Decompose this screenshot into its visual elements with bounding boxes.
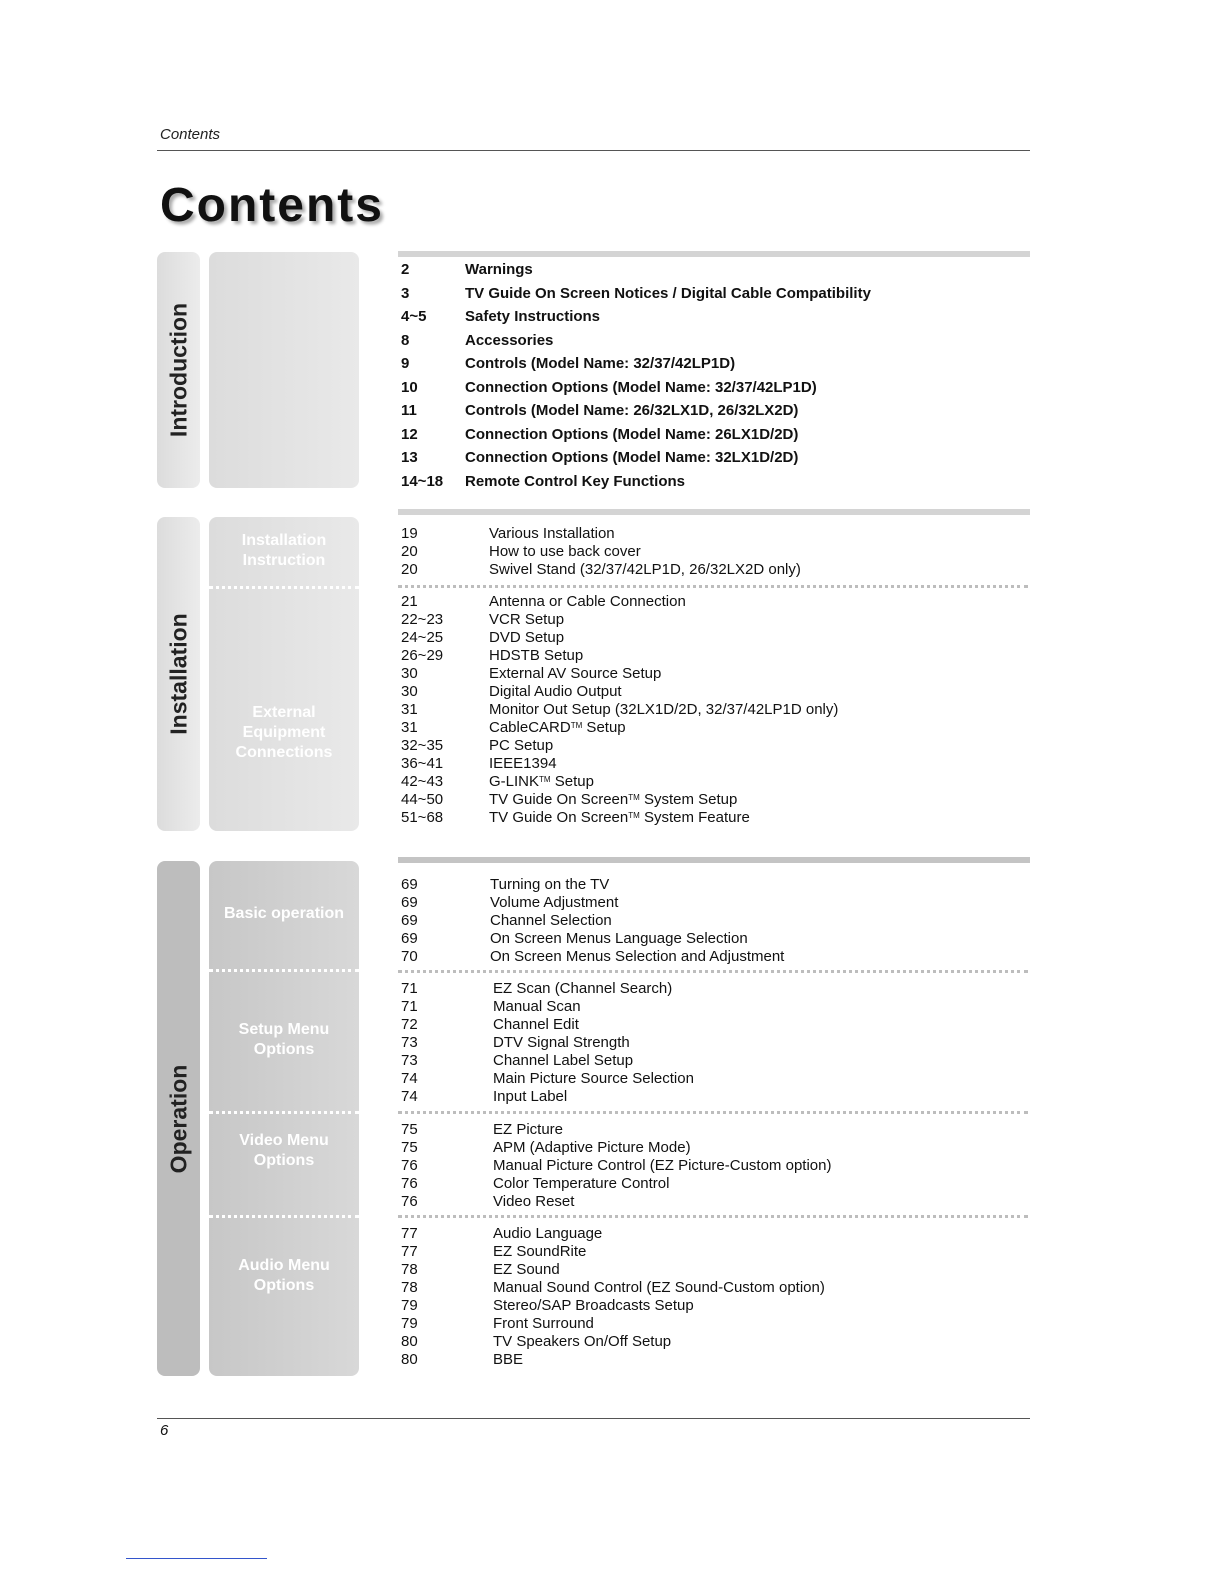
group-label-line: External bbox=[252, 704, 316, 721]
toc-entry-title bbox=[493, 1193, 574, 1211]
toc-entry-title bbox=[489, 561, 801, 579]
toc-title-text: TV Speakers On/Off Setup bbox=[493, 1333, 672, 1350]
page-title: Contents bbox=[160, 179, 384, 232]
toc-entry-title bbox=[493, 1175, 669, 1193]
group-divider bbox=[398, 1215, 1028, 1218]
toc-title-text: Color Temperature Control bbox=[493, 1175, 670, 1192]
toc-title-text: System Feature bbox=[639, 809, 750, 826]
toc-entry-title bbox=[489, 593, 686, 611]
toc-entry-title bbox=[493, 1315, 594, 1333]
toc-entry-title bbox=[465, 449, 798, 467]
toc-entry-title bbox=[493, 980, 672, 998]
toc-entry-title bbox=[465, 308, 600, 326]
toc-entry-title bbox=[465, 473, 685, 491]
toc-page-number: 69 bbox=[401, 912, 418, 929]
toc-page-number: 31 bbox=[401, 701, 418, 718]
group-label-line: Audio Menu bbox=[238, 1257, 330, 1274]
toc-entry-title bbox=[493, 1034, 630, 1052]
toc-page-number: 20 bbox=[401, 561, 418, 578]
toc-entry-title bbox=[490, 876, 609, 894]
toc-entry-title bbox=[493, 1121, 563, 1139]
toc-page-number: 74 bbox=[401, 1088, 418, 1105]
toc-page-number: 32~35 bbox=[401, 737, 444, 754]
toc-page-number: 71 bbox=[401, 998, 418, 1015]
toc-page-number: 71 bbox=[401, 980, 418, 997]
group-divider bbox=[209, 1111, 359, 1114]
toc-title-text: CableCARD bbox=[489, 719, 571, 736]
toc-page-number: 80 bbox=[401, 1351, 418, 1368]
group-label-video-menu bbox=[209, 1131, 359, 1171]
toc-entry-title bbox=[493, 1088, 567, 1106]
group-label-line: Video Menu bbox=[239, 1132, 329, 1149]
toc-title-text: G-LINK bbox=[489, 773, 540, 790]
toc-page-number: 78 bbox=[401, 1279, 418, 1296]
toc-title-text: Volume Adjustment bbox=[490, 894, 619, 911]
toc-page-number: 24~25 bbox=[401, 629, 444, 646]
toc-entry-title bbox=[493, 1243, 586, 1261]
toc-title-text: HDSTB Setup bbox=[489, 647, 584, 664]
toc-page-number: 30 bbox=[401, 665, 418, 682]
toc-entry-title bbox=[489, 719, 626, 737]
panel-operation bbox=[209, 861, 359, 1376]
tab-operation-label: Operation bbox=[165, 1064, 191, 1173]
toc-entry-title bbox=[489, 737, 553, 755]
toc-entry-title bbox=[490, 930, 748, 948]
toc-title-text: TV Guide On Screen bbox=[489, 809, 629, 826]
toc-entry-title bbox=[493, 1139, 691, 1157]
toc-title-text: Channel Edit bbox=[493, 1016, 579, 1033]
toc-page-number: 13 bbox=[401, 449, 418, 466]
toc-title-text: Digital Audio Output bbox=[489, 683, 622, 700]
group-label-line: Options bbox=[253, 1152, 315, 1169]
toc-page-number: 3 bbox=[401, 284, 410, 302]
toc-page-number: 77 bbox=[401, 1225, 418, 1242]
toc-page-number: 14~18 bbox=[401, 472, 444, 490]
toc-page-number: 74 bbox=[401, 1070, 418, 1087]
toc-title-text: Channel Selection bbox=[490, 912, 612, 929]
toc-entry-title bbox=[465, 402, 798, 420]
panel-installation bbox=[209, 517, 359, 831]
toc-entry-title bbox=[489, 683, 622, 701]
toc-title-text: APM (Adaptive Picture Mode) bbox=[493, 1139, 691, 1156]
tab-installation-label: Installation bbox=[165, 613, 191, 735]
toc-title-text: BBE bbox=[493, 1351, 524, 1368]
group-label-setup-menu bbox=[209, 1020, 359, 1060]
toc-entry-title bbox=[493, 1297, 694, 1315]
toc-title-text: Audio Language bbox=[493, 1225, 603, 1242]
toc-page-number: 75 bbox=[401, 1139, 418, 1156]
toc-title-text: Manual Scan bbox=[493, 998, 581, 1015]
toc-page-number: 51~68 bbox=[401, 809, 444, 826]
toc-entry-title bbox=[489, 701, 838, 719]
toc-entry-title bbox=[493, 1052, 633, 1070]
toc-title-text: On Screen Menus Language Selection bbox=[490, 930, 748, 947]
section-bar-introduction bbox=[398, 251, 1030, 257]
tab-introduction bbox=[157, 252, 200, 488]
toc-title-text: Monitor Out Setup (32LX1D/2D, 32/37/42LP1D only) bbox=[489, 701, 839, 718]
toc-entry-title bbox=[489, 543, 641, 561]
toc-title-text: Manual Sound Control (EZ Sound-Custom option) bbox=[493, 1279, 825, 1296]
toc-title-text: DVD Setup bbox=[489, 629, 565, 646]
toc-page-number: 8 bbox=[401, 331, 410, 349]
header-rule bbox=[157, 150, 1030, 151]
toc-page-number: 9 bbox=[401, 355, 410, 372]
toc-page-number: 69 bbox=[401, 894, 418, 911]
toc-page-number: 73 bbox=[401, 1052, 418, 1069]
group-label-line: Options bbox=[253, 1277, 315, 1294]
toc-entry-title bbox=[493, 1279, 825, 1297]
trademark-mark: TM bbox=[628, 811, 640, 820]
page-number: 6 bbox=[160, 1422, 169, 1439]
toc-page-number: 73 bbox=[401, 1034, 418, 1051]
toc-page-number: 72 bbox=[401, 1016, 418, 1033]
toc-page-number: 75 bbox=[401, 1121, 418, 1138]
toc-page-number: 42~43 bbox=[401, 773, 444, 790]
group-label-line: Connections bbox=[235, 744, 333, 761]
group-divider bbox=[209, 1215, 359, 1218]
toc-page-number: 26~29 bbox=[401, 647, 444, 664]
toc-title-text: Front Surround bbox=[493, 1315, 594, 1332]
toc-entry-title bbox=[493, 1157, 831, 1175]
tab-introduction-label: Introduction bbox=[165, 302, 191, 438]
toc-title-text: Connection Options (Model Name: 32/37/42LP1D) bbox=[465, 378, 817, 396]
toc-title-text: Channel Label Setup bbox=[493, 1052, 634, 1069]
toc-title-text: System Setup bbox=[639, 791, 738, 808]
toc-entry-title bbox=[493, 1225, 602, 1243]
toc-title-text: Controls (Model Name: 26/32LX1D, 26/32LX2D) bbox=[465, 402, 799, 419]
toc-title-text: IEEE1394 bbox=[489, 755, 557, 772]
toc-title-text: Antenna or Cable Connection bbox=[489, 593, 686, 610]
toc-title-text: Swivel Stand (32/37/42LP1D, 26/32LX2D only) bbox=[489, 561, 801, 578]
toc-title-text: TV Guide On Screen bbox=[489, 791, 629, 808]
toc-title-text: External AV Source Setup bbox=[489, 665, 662, 682]
toc-title-text: PC Setup bbox=[489, 737, 554, 754]
toc-entry-title bbox=[489, 755, 557, 773]
toc-page-number: 70 bbox=[401, 948, 418, 965]
group-divider bbox=[209, 969, 359, 972]
toc-page-number: 77 bbox=[401, 1243, 418, 1260]
toc-title-text: EZ SoundRite bbox=[493, 1243, 587, 1260]
toc-title-text: Setup bbox=[550, 773, 594, 790]
trademark-mark: TM bbox=[628, 793, 640, 802]
footer-rule bbox=[157, 1418, 1030, 1419]
group-label-line: Equipment bbox=[242, 724, 326, 741]
group-label-line: Installation bbox=[241, 532, 327, 549]
toc-entry-title bbox=[465, 261, 533, 279]
toc-title-text: Controls (Model Name: 32/37/42LP1D) bbox=[465, 355, 736, 372]
toc-page-number: 4~5 bbox=[401, 308, 427, 325]
toc-entry-title bbox=[489, 629, 564, 647]
group-label-line: Setup Menu bbox=[238, 1021, 330, 1038]
toc-page-number: 10 bbox=[401, 378, 418, 396]
toc-page-number: 69 bbox=[401, 876, 418, 893]
running-header: Contents bbox=[160, 126, 221, 143]
toc-entry-title bbox=[465, 332, 553, 350]
group-divider bbox=[209, 586, 359, 589]
toc-title-text: VCR Setup bbox=[489, 611, 565, 628]
group-label-line: Instruction bbox=[242, 552, 326, 569]
toc-entry-title bbox=[493, 1070, 694, 1088]
group-label-line: Basic operation bbox=[223, 905, 345, 922]
toc-title-text: Accessories bbox=[465, 331, 554, 349]
toc-page-number: 19 bbox=[401, 525, 418, 542]
toc-page-number: 36~41 bbox=[401, 755, 444, 772]
toc-entry-title bbox=[493, 1351, 523, 1369]
toc-entry-title bbox=[465, 285, 871, 303]
tab-installation bbox=[157, 517, 200, 831]
toc-title-text: Stereo/SAP Broadcasts Setup bbox=[493, 1297, 694, 1314]
toc-entry-title bbox=[489, 525, 615, 543]
toc-title-text: Input Label bbox=[493, 1088, 568, 1105]
section-bar-installation bbox=[398, 509, 1030, 515]
toc-title-text: EZ Sound bbox=[493, 1261, 560, 1278]
toc-entry-title bbox=[489, 647, 583, 665]
toc-entry-title bbox=[490, 912, 612, 930]
toc-page-number: 12 bbox=[401, 425, 418, 443]
toc-entry-title bbox=[465, 426, 798, 444]
tab-operation bbox=[157, 861, 200, 1376]
toc-page-number: 20 bbox=[401, 543, 418, 560]
toc-title-text: Main Picture Source Selection bbox=[493, 1070, 694, 1087]
toc-title-text: Connection Options (Model Name: 32LX1D/2D) bbox=[465, 449, 799, 466]
toc-page-number: 69 bbox=[401, 930, 418, 947]
footer-link-line bbox=[126, 1558, 267, 1559]
toc-page-number: 79 bbox=[401, 1297, 418, 1314]
toc-title-text: Turning on the TV bbox=[490, 876, 610, 893]
toc-entry-title bbox=[489, 773, 594, 791]
group-label-installation-instruction bbox=[209, 531, 359, 571]
toc-page-number: 2 bbox=[401, 261, 410, 278]
toc-page-number: 11 bbox=[401, 402, 417, 419]
toc-title-text: How to use back cover bbox=[489, 543, 641, 560]
toc-entry-title bbox=[493, 998, 581, 1016]
toc-entry-title bbox=[489, 791, 737, 809]
toc-entry-title bbox=[465, 379, 817, 397]
toc-entry-title bbox=[493, 1333, 671, 1351]
toc-page-number: 76 bbox=[401, 1193, 418, 1210]
toc-page-number: 44~50 bbox=[401, 791, 444, 808]
toc-page-number: 76 bbox=[401, 1175, 418, 1192]
group-label-external-equipment bbox=[209, 703, 359, 763]
group-label-basic-operation bbox=[209, 904, 359, 924]
toc-entry-title bbox=[493, 1261, 560, 1279]
toc-entry-title bbox=[465, 355, 735, 373]
trademark-mark: TM bbox=[539, 775, 551, 784]
toc-title-text: Setup bbox=[582, 719, 626, 736]
toc-title-text: Connection Options (Model Name: 26LX1D/2D) bbox=[465, 425, 799, 443]
group-divider bbox=[398, 1111, 1028, 1114]
toc-entry-title bbox=[493, 1016, 579, 1034]
toc-page-number: 78 bbox=[401, 1261, 418, 1278]
section-bar-operation bbox=[398, 857, 1030, 863]
toc-entry-title bbox=[489, 809, 750, 827]
toc-entry-title bbox=[490, 894, 618, 912]
toc-title-text: Safety Instructions bbox=[465, 308, 601, 325]
toc-page-number: 80 bbox=[401, 1333, 418, 1350]
group-label-line: Options bbox=[253, 1041, 315, 1058]
toc-title-text: Video Reset bbox=[493, 1193, 575, 1210]
toc-title-text: Manual Picture Control (EZ Picture-Custom option) bbox=[493, 1157, 832, 1174]
toc-title-text: EZ Scan (Channel Search) bbox=[493, 980, 673, 997]
toc-title-text: Warnings bbox=[465, 261, 533, 278]
trademark-mark: TM bbox=[570, 721, 583, 730]
toc-entry-title bbox=[489, 665, 661, 683]
toc-title-text: DTV Signal Strength bbox=[493, 1034, 630, 1051]
toc-entry-title bbox=[489, 611, 564, 629]
toc-page-number: 21 bbox=[401, 593, 418, 610]
group-divider bbox=[398, 970, 1028, 973]
toc-page-number: 79 bbox=[401, 1315, 418, 1332]
panel-introduction bbox=[209, 252, 359, 488]
toc-title-text: On Screen Menus Selection and Adjustment bbox=[490, 948, 785, 965]
toc-title-text: EZ Picture bbox=[493, 1121, 564, 1138]
toc-title-text: Remote Control Key Functions bbox=[465, 472, 686, 490]
toc-title-text: TV Guide On Screen Notices / Digital Cable Compatibility bbox=[465, 284, 871, 302]
group-divider bbox=[398, 585, 1028, 588]
toc-page-number: 31 bbox=[401, 719, 418, 736]
group-label-audio-menu bbox=[209, 1256, 359, 1296]
toc-title-text: Various Installation bbox=[489, 525, 615, 542]
toc-page-number: 76 bbox=[401, 1157, 418, 1174]
toc-page-number: 22~23 bbox=[401, 611, 444, 628]
toc-entry-title bbox=[490, 948, 784, 966]
toc-page-number: 30 bbox=[401, 683, 418, 700]
